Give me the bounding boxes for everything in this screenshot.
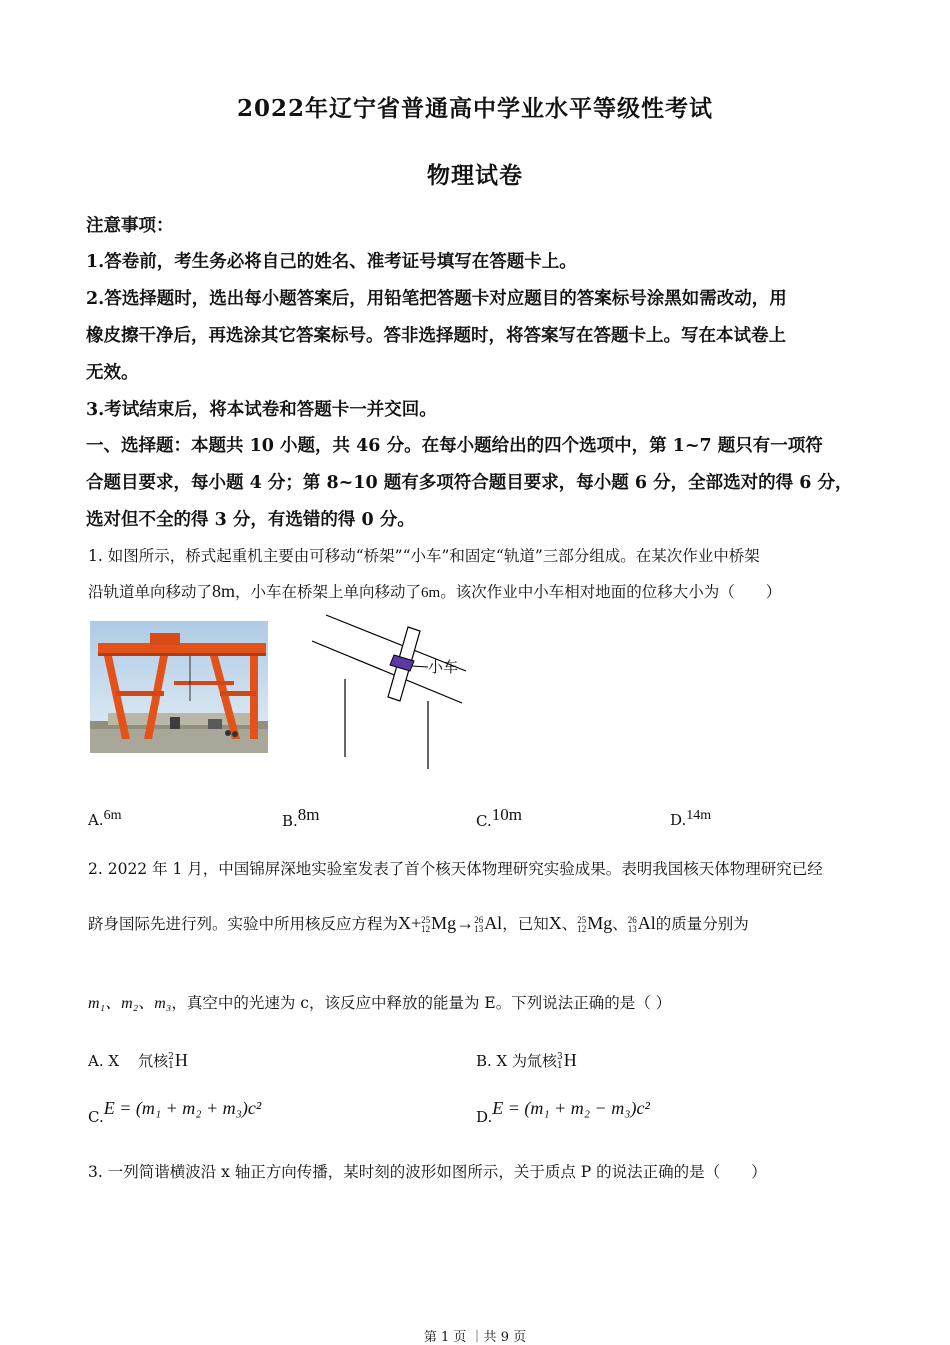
notice-item-2-line-3: 无效。 [86,363,139,383]
crane-schematic-diagram [298,611,468,773]
notice-heading: 注意事项： [86,216,174,236]
reaction-equation: X+ 25 12 Mg→ 26 13 Al [398,913,503,934]
mass-symbols: m₁、m₂、m₃ [88,995,172,1012]
q1-option-b[interactable]: B.8m [282,805,320,830]
q2-line-2: 跻身国际先进行列。实验中所用核反应方程为X+ 25 12 Mg→ 26 13 Al，已知X、 25 12 Mg、 26 13 Al的质量分别为 [88,913,749,934]
q1-value-6m: 6m [421,585,441,601]
q2-option-b[interactable]: B. X 为氚核 3 1 H [476,1050,577,1071]
page-title: 2022年辽宁省普通高中学业水平等级性考试 [236,95,713,122]
q1-option-a[interactable]: A.6m [88,808,122,829]
q2-option-c[interactable]: C.E = (m₁ + m₂ + m₃)c² [88,1098,262,1126]
notice-item-3: 3.考试结束后，将本试卷和答题卡一并交回。 [86,400,437,420]
crane-photo [90,621,268,753]
notice-item-1: 1.答卷前，考生务必将自己的姓名、准考证号填写在答题卡上。 [86,252,577,272]
trolley-label: 小车 [428,658,459,676]
q2-option-a[interactable]: A. X 氘核 2 1 H [88,1050,188,1071]
notice-item-2-line-2: 橡皮擦干净后，再选涂其它答案标号。答非选择题时，将答案写在答题卡上。写在本试卷上 [86,326,786,346]
q2-option-d[interactable]: D.E = (m₁ + m₂ − m₃)c² [476,1098,650,1126]
q1-value-8m: 8m [212,581,236,601]
q1-line-2: 沿轨道单向移动了8m，小车在桥架上单向移动了6m。该次作业中小车相对地面的位移大小为（ ） [88,581,782,601]
section1-line-2: 合题目要求，每小题 4 分；第 8~10 题有多项符合题目要求，每小题 6 分，全部选对的得 6 分， [86,473,853,493]
q3-line-1: 3. 一列简谐横波沿 x 轴正方向传播，某时刻的波形如图所示，关于质点 P 的说法正确的是（ ） [88,1163,767,1181]
q2-line-3: m₁、m₂、m₃，真空中的光速为 c，该反应中释放的能量为 E。下列说法正确的是（ ） [88,994,672,1012]
q1-line-1: 1. 如图所示，桥式起重机主要由可移动“桥架”“小车”和固定“轨道”三部分组成。在某次作业中桥架 [88,547,760,565]
label-pointer [412,666,428,667]
page-footer: 第 1 页 ｜共 9 页 [423,1330,527,1345]
section1-line-1: 一、选择题：本题共 10 小题，共 46 分。在每小题给出的四个选项中，第 1~7 题只有一项符 [86,436,823,456]
q1-option-c[interactable]: C.10m [476,805,522,830]
page-subtitle: 物理试卷 [427,162,523,189]
q2-line-1: 2. 2022 年 1 月，中国锦屏深地实验室发表了首个核天体物理研究实验成果。表明我国核天体物理研究已经 [88,860,823,878]
notice-item-2-line-1: 2.答选择题时，选出每小题答案后，用铅笔把答题卡对应题目的答案标号涂黑如需改动，用 [86,289,787,309]
section1-line-3: 选对但不全的得 3 分，有选错的得 0 分。 [86,510,415,530]
q1-option-d[interactable]: D.14m [670,808,712,829]
